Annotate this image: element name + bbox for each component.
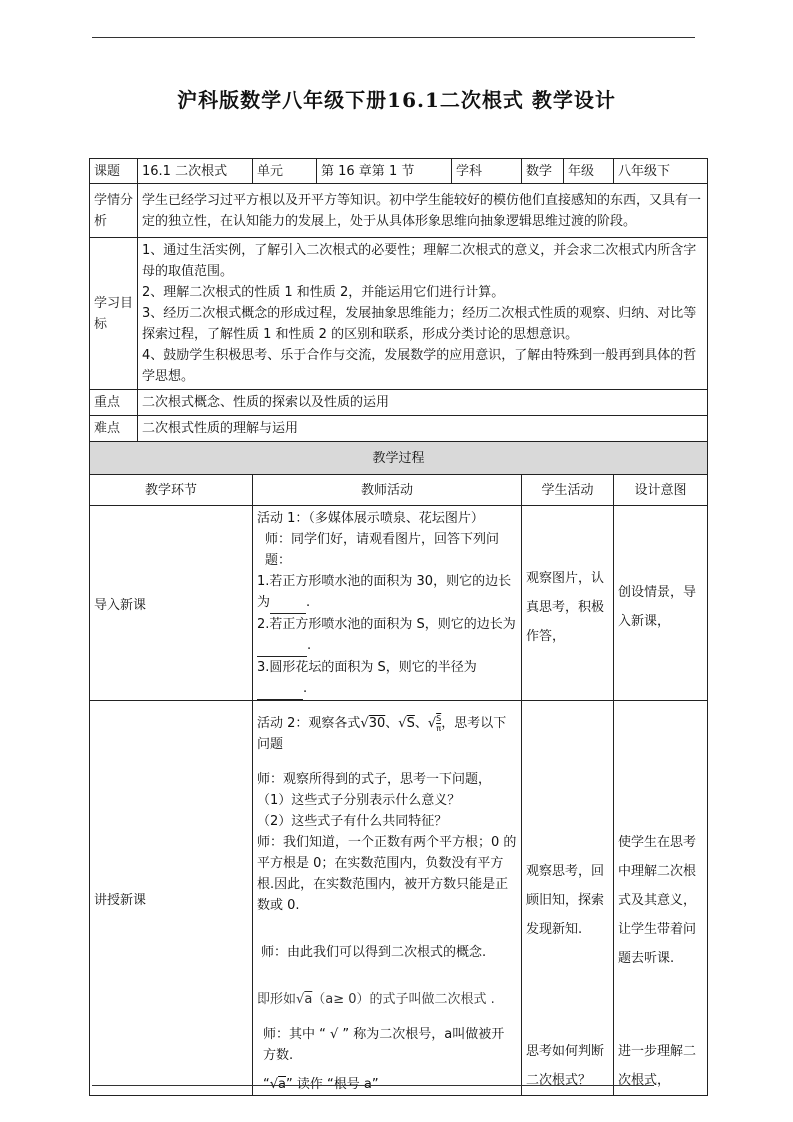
question-1-end: . [306, 595, 311, 610]
radicand-a: a [304, 992, 313, 1007]
spacer [257, 1010, 517, 1024]
mubiao-item: 1、通过生活实例，了解引入二次根式的必要性；理解二次根式的意义，并会求二次根式内所含字母的取值范围。 [142, 243, 697, 279]
header-stage: 教学环节 [90, 475, 253, 506]
lecture-intent [614, 701, 708, 1096]
xueqing-text: 学生已经学习过平方根以及开平方等知识。初中学生能较好的模仿他们直接感知的东西，又具有一定的独立性，在认知能力的发展上，处于从具体形象思维向抽象逻辑思维过渡的阶段。 [138, 184, 708, 238]
radical-tail: ” 称为二次根号，a叫做被开方数. [263, 1027, 505, 1063]
nianji-value: 八年级下 [614, 159, 708, 184]
xueke-value: 数学 [522, 159, 564, 184]
radical-symbol: √ [330, 1027, 339, 1042]
zhongdian-label: 重点 [90, 390, 138, 416]
process-header-row [90, 475, 708, 506]
header-intent: 设计意图 [614, 475, 708, 506]
header-rule [92, 37, 695, 38]
keti-value: 16.1 二次根式 [138, 159, 253, 184]
lecture-text-4: 师：我们知道，一个正数有两个平方根；0 的平方根是 0；在实数范围内，负数没有平方根.因此，在实数范围内，被开方数只能是正数或 0. [257, 835, 517, 913]
intro-teacher [253, 506, 522, 701]
header-teacher: 教师活动 [253, 475, 522, 506]
mubiao-row [90, 238, 708, 390]
lecture-intent-2: 进一步理解二次根式， [618, 1044, 697, 1088]
definition-text: 即形如 [257, 992, 297, 1007]
intro-student: 观察图片，认真思考，积极作答， [522, 506, 614, 701]
separator: 、 [414, 716, 428, 731]
lecture-student [522, 701, 614, 1096]
fraction-numerator: S [436, 714, 442, 723]
activity-2-text: 活动 2：观察各式 [257, 716, 361, 731]
lecture-student-2: 思考如何判断二次根式？ [526, 1044, 605, 1088]
sqrt-icon: √ [269, 1077, 279, 1092]
sqrt-icon: √ [296, 992, 305, 1007]
question-2-end: . [307, 638, 312, 653]
concept-definition [257, 989, 517, 1010]
lecture-intent-1: 使学生在思考中理解二次根式及其意义，让学生带着问题去听课. [618, 834, 697, 966]
document-title: 沪科版数学八年级下册16.1二次根式 教学设计 [177, 88, 616, 112]
mubiao-item: 2、理解二次根式的性质 1 和性质 2，并能运用它们进行计算。 [142, 285, 505, 300]
question-2 [257, 614, 517, 657]
lecture-stage-label: 讲授新课 [94, 892, 147, 908]
mubiao-item: 4、鼓励学生积极思考、乐于合作与交流，发展数学的应用意识，了解由特殊到一般再到具体的哲学思想。 [142, 348, 697, 384]
reading-open: “ [263, 1077, 270, 1092]
activity-2-title [257, 713, 517, 755]
mubiao-label: 学习目标 [90, 238, 138, 390]
xueqing-row [90, 184, 708, 238]
answer-blank [257, 678, 303, 700]
radical-text: 师：其中 “ [263, 1027, 330, 1042]
header-student: 学生活动 [522, 475, 614, 506]
zhongdian-text: 二次根式概念、性质的探索以及性质的运用 [138, 390, 708, 416]
intro-intent: 创设情景，导入新课， [614, 506, 708, 701]
spacer [257, 755, 517, 769]
fraction-denominator: π [436, 724, 442, 733]
question-2-text: 2.若正方形喷水池的面积为 S，则它的边长为 [257, 617, 516, 632]
question-3-text: 3.圆形花坛的面积为 S，则它的半径为 [257, 660, 477, 675]
keti-label: 课题 [90, 159, 138, 184]
spacer [257, 963, 517, 989]
intro-row [90, 506, 708, 701]
sqrt-icon: √ [427, 716, 437, 731]
spacer [257, 916, 517, 942]
lecture-text-5: 师：由此我们可以得到二次根式的概念. [261, 945, 487, 960]
activity-2-tail: ，思考以下问题 [257, 716, 507, 752]
sqrt-icon: √ [360, 716, 369, 731]
question-3-end: . [303, 681, 308, 696]
definition-tail: （a≥ 0）的式子叫做二次根式 . [312, 992, 495, 1007]
danyuan-value: 第 16 章第 1 节 [317, 159, 452, 184]
nandian-row [90, 416, 708, 442]
spacer [257, 1066, 517, 1074]
lecture-text-3: （2）这些式子有什么共同特征？ [257, 814, 448, 829]
radicand-30: 30 [368, 716, 386, 731]
lecture-row [90, 701, 708, 1096]
process-title-row [90, 442, 708, 475]
lecture-text-2: （1）这些式子分别表示什么意义？ [257, 793, 461, 808]
activity-1-title: 活动 1：（多媒体展示喷泉、花坛图片） [257, 511, 484, 526]
nandian-label: 难点 [90, 416, 138, 442]
lesson-table [89, 158, 708, 1096]
sqrt-icon: √ [398, 716, 407, 731]
intro-stage-label: 导入新课 [94, 597, 147, 613]
nianji-label: 年级 [564, 159, 614, 184]
question-1 [257, 571, 517, 614]
radical-sign-explanation [257, 1024, 517, 1066]
zhongdian-row [90, 390, 708, 416]
xueqing-label: 学情分析 [90, 184, 138, 238]
question-3 [257, 657, 517, 700]
lecture-text-1: 师：观察所得到的式子，思考一下问题， [257, 772, 492, 787]
reading-tail: ” 读作 “根号 a” [286, 1077, 379, 1092]
answer-blank [270, 592, 306, 614]
info-row [90, 159, 708, 184]
intro-teacher-line: 师：同学们好，请观看图片，回答下列问题： [265, 532, 500, 568]
lecture-teacher [253, 701, 522, 1096]
separator: 、 [385, 716, 399, 731]
lecture-student-1: 观察思考，回顾旧知，探索发现新知. [526, 863, 605, 937]
intro-stage [90, 506, 253, 701]
lecture-stage [90, 701, 253, 1096]
radicand-a: a [278, 1077, 287, 1092]
nandian-text: 二次根式性质的理解与运用 [138, 416, 708, 442]
answer-blank [257, 635, 307, 657]
radicand-s: S [406, 716, 415, 731]
mubiao-item: 3、经历二次根式概念的形成过程，发展抽象思维能力；经历二次根式性质的观察、归纳、对比等探索过程，了解性质 1 和性质 2 的区别和联系，形成分类讨论的思想意识。 [142, 306, 697, 342]
process-title: 教学过程 [90, 442, 708, 475]
mubiao-cell [138, 238, 708, 390]
footer-rule [92, 1085, 654, 1086]
question-1-text: 1.若正方形喷水池的面积为 30，则它的边长为 [257, 574, 512, 610]
xueke-label: 学科 [452, 159, 522, 184]
danyuan-label: 单元 [253, 159, 317, 184]
